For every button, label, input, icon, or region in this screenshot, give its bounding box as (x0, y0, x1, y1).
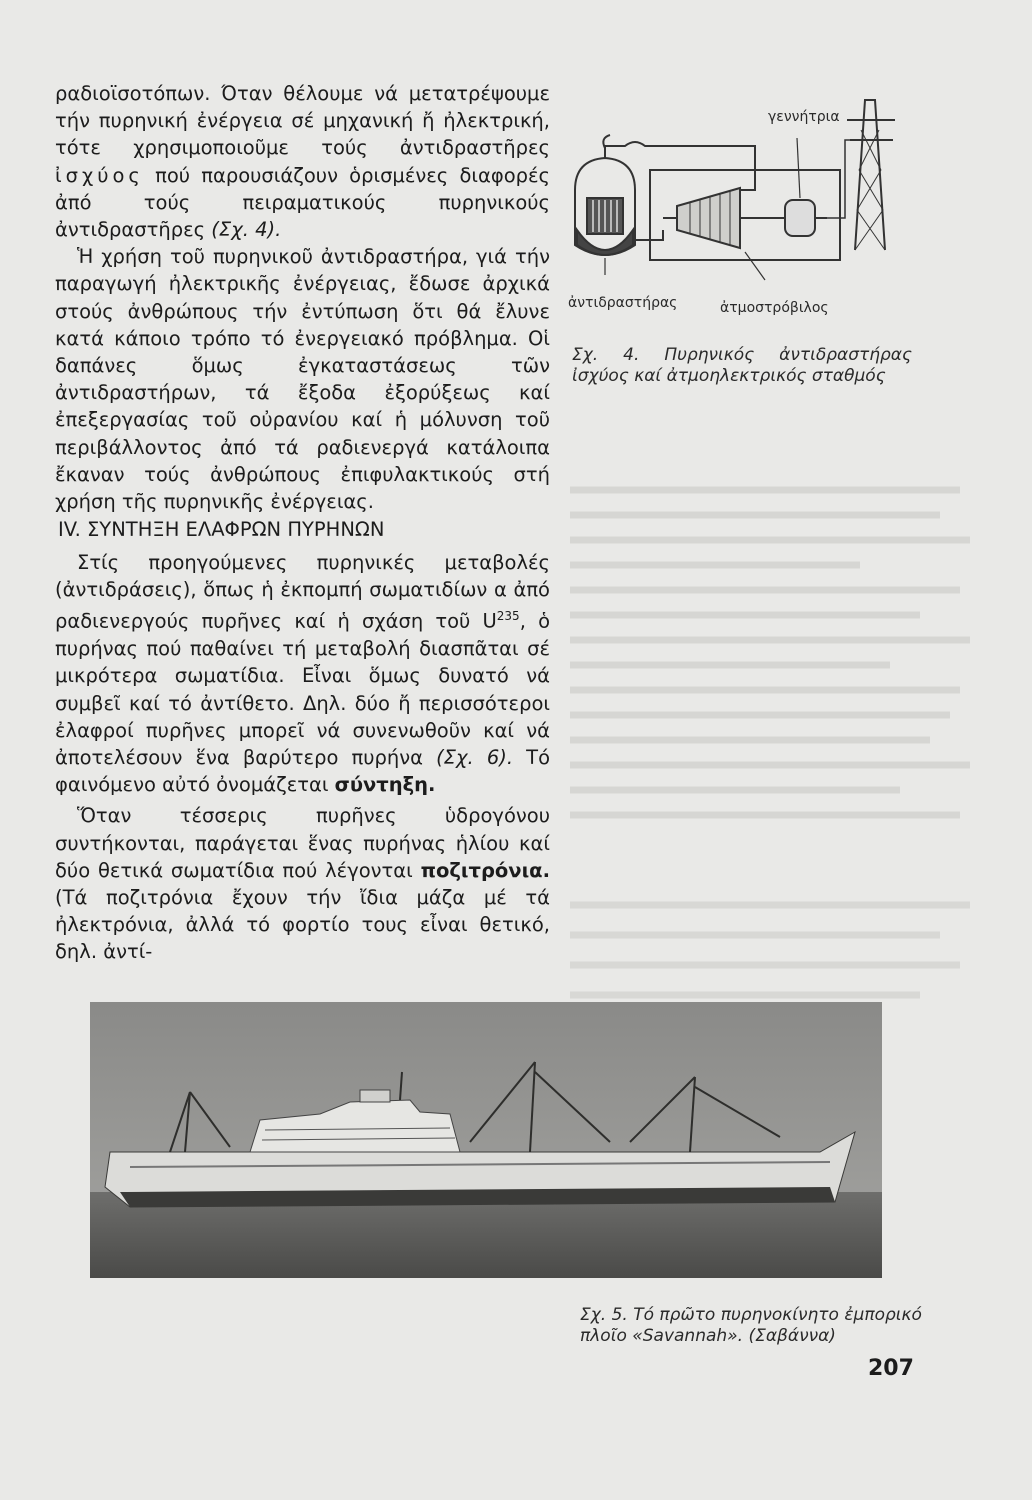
paragraph-4-text-cont: (Τά ποζιτρόνια ἔχουν τήν ἴδια μάζα μέ τά ἠλεκτρόνια, ἀλλά τό φορτίο τους εἶναι θετικό, δηλ. ἀντί- (55, 885, 550, 964)
figure-6-reference: (Σχ. 6). (436, 745, 514, 769)
figure-5-caption: Σχ. 5. Τό πρῶτο πυρηνοκίνητο ἐμπορικό πλοῖο «Savannah». (Σαβάννα) (580, 1305, 922, 1346)
power-pylon (855, 100, 885, 250)
paragraph-2: Ἡ χρήση τοῦ πυρηνικοῦ ἀντιδραστήρα, γιά τήν παραγωγή ἠλεκτρικῆς ἐνέργειας, ἔδωσε ἀρχικά στούς ἀνθρώπους τήν ἐντύπωση ὅτι θά ἔλυνε κατά κάποιο τρόπο τό ἐνεργειακό πρόβλημα. Οἱ δαπάνες ὅμως ἐγκαταστάσεως τῶν ἀντιδραστήρων, τά ἔξοδα ἐξορύξεως καί ἐπεξεργασίας τοῦ οὐρανίου καί ἡ μόλυνση τοῦ περιβάλλοντος ἀπό τά ραδιενεργά κατάλοιπα ἔκαναν τούς ἀνθρώπους ἐπιφυλακτικούς στή χρήση τῆς πυρηνικῆς ἐνέργειας. (55, 245, 550, 514)
bleed-through-lines-lower (560, 880, 980, 1020)
paragraph-4-text: Ὅταν τέσσερις πυρῆνες ὑδρογόνου συντήκονται, παράγεται ἕνας πυρήνας ἡλίου καί δύο θετικά σωματίδια πού λέγονται (55, 804, 550, 882)
generator (785, 200, 815, 236)
label-reactor: ἀντιδραστήρας (568, 295, 678, 311)
figure-4-reference: (Σχ. 4). (211, 218, 282, 242)
label-turbine: ἀτμοστρόβιλος (720, 300, 829, 316)
label-generator: γεννήτρια (768, 109, 840, 125)
paragraph-3 (55, 549, 550, 966)
term-positrons: ποζιτρόνια. (420, 858, 550, 882)
paragraph-4 (55, 802, 550, 965)
paragraph-1 (55, 80, 550, 515)
nuclear-plant-diagram (565, 80, 905, 290)
bleed-through-lines (560, 470, 980, 860)
turbine (677, 188, 740, 248)
paragraph-1-emphasis: ἰσχύος (55, 163, 144, 187)
figure-4-caption: Σχ. 4. Πυρηνικός ἀντιδραστήρας ἰσχύος καί ἀτμοηλεκτρικός σταθμός (572, 345, 912, 386)
page-number: 207 (868, 1356, 914, 1381)
isotope-superscript: 235 (496, 609, 520, 624)
paragraph-1-text-cont: πού παρουσιάζουν ὁρισμένες διαφορές ἀπό τούς πειραματικούς πυρηνικούς ἀντιδραστῆρες (55, 163, 550, 242)
section-heading: IV. ΣΥΝΤΗΞΗ ΕΛΑΦΡΩΝ ΠΥΡΗΝΩΝ (58, 518, 385, 541)
term-fusion: σύντηξη. (334, 773, 436, 797)
paragraph-3-text-cont: , ὁ πυρήνας πού παθαίνει τή μεταβολή διασπᾶται σέ μικρότερα σωματίδια. Εἶναι ὅμως δυνατό νά συμβεῖ καί τό ἀντίθετο. Δηλ. δύο ἤ περισσότεροι ἐλαφροί πυρῆνες μπορεῖ νά συνενωθοῦν καί νά ἀποτελέσουν ἕνα βαρύτερο πυρήνα (55, 609, 550, 769)
paragraph-3-text: Στίς προηγούμενες πυρηνικές μεταβολές (ἀντιδράσεις), ὅπως ἡ ἐκπομπή σωματιδίων α ἀπό ραδιενεργούς πυρῆνες καί ἡ σχάση τοῦ U (55, 551, 550, 633)
paragraph-1-text: ραδιοϊσοτόπων. Όταν θέλουμε νά μετατρέψουμε τήν πυρηνική ἐνέργεια σέ μηχανική ἤ ἠλεκτρική, τότε χρησιμοποιοῦμε τούς ἀντιδραστῆρες (55, 82, 550, 160)
paragraph-3-text-end: Τό φαινόμενο αὐτό ὀνομάζεται (55, 745, 550, 797)
ship-photo (90, 1002, 882, 1278)
